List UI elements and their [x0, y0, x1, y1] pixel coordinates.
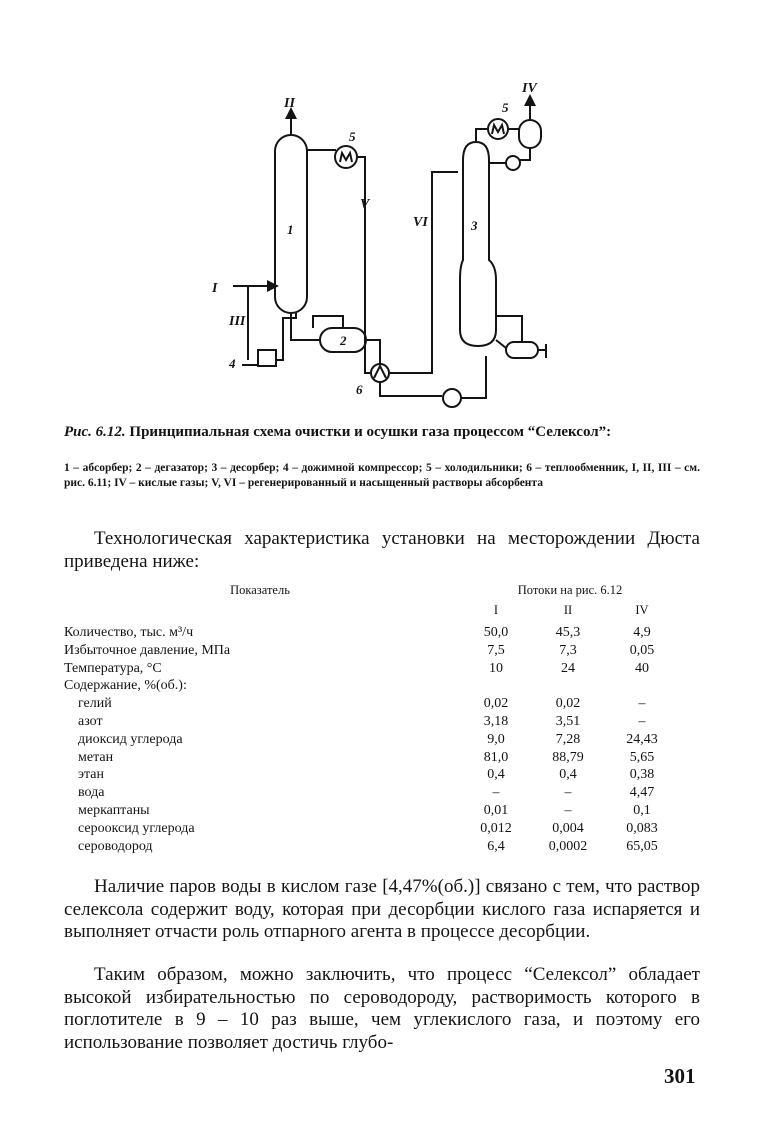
- value-i: 50,0: [483, 625, 509, 640]
- table-row: [64, 766, 704, 784]
- row-name: азот: [78, 713, 103, 729]
- label-stream-v: V: [360, 197, 370, 212]
- value-ii: 0,0002: [548, 838, 588, 854]
- row-name: Содержание, %(об.):: [64, 678, 187, 694]
- table-row: [64, 731, 704, 749]
- value-ii: 0,02: [555, 696, 581, 712]
- value-i: 9,0: [487, 731, 505, 747]
- table-row: [64, 624, 704, 642]
- value-ii: 7,28: [555, 731, 581, 747]
- table-row: [64, 838, 704, 856]
- value-iv: 4,47: [629, 785, 655, 801]
- value-i: –: [492, 785, 500, 801]
- cooler-top-right: [488, 119, 508, 139]
- table-row: [64, 713, 704, 731]
- row-name: гелий: [78, 696, 112, 712]
- table-header-parameter: Показатель: [230, 583, 290, 597]
- body-paragraph-1: Наличие паров воды в кислом газе [4,47%(об.)] связано с тем, что раствор селексола содержит воду, которая при десорбции кислого газа испаряется и выполняет отчасти роль отпарного агента в процессе десорбции.: [64, 876, 700, 942]
- table-row: [64, 677, 704, 695]
- label-cooler-b: 5: [502, 100, 509, 115]
- row-name: меркаптаны: [78, 802, 150, 818]
- stream-vi-line: [389, 172, 458, 373]
- label-degasser: 2: [340, 333, 347, 348]
- value-ii: 88,79: [552, 749, 584, 765]
- value-i: 0,4: [487, 767, 505, 783]
- table-row: [64, 695, 704, 713]
- compressor: [258, 350, 276, 366]
- value-i: 3,18: [483, 713, 509, 729]
- row-name: серооксид углерода: [78, 820, 195, 836]
- label-cooler-a: 5: [349, 129, 356, 144]
- label-stream-i: I: [212, 281, 218, 296]
- row-name: сероводород: [78, 838, 153, 854]
- value-i: 0,012: [480, 820, 512, 836]
- value-iv: 0,083: [626, 820, 658, 836]
- value-i: 81,0: [483, 749, 509, 765]
- value-iv: 0,1: [633, 802, 651, 818]
- label-stream-vi: VI: [413, 215, 428, 230]
- table-row: [64, 784, 704, 802]
- table-row: [64, 749, 704, 767]
- label-stream-ii: II: [284, 96, 295, 111]
- value-i: 6,4: [487, 838, 505, 854]
- value-ii: 0,004: [552, 820, 584, 836]
- pump-bottom: [443, 389, 461, 407]
- reflux-drum: [519, 120, 541, 148]
- table-row: [64, 802, 704, 820]
- column-header-i: I: [493, 603, 499, 617]
- value-iv: 0,05: [629, 642, 655, 658]
- value-ii: –: [564, 802, 572, 818]
- value-ii: 0,4: [559, 767, 577, 783]
- value-ii: 24: [561, 660, 575, 676]
- value-iv: 5,65: [629, 749, 655, 765]
- value-iv: 0,38: [629, 767, 655, 783]
- value-iv: 4,9: [633, 625, 651, 640]
- figure-caption: [64, 423, 700, 441]
- label-compressor: 4: [229, 356, 236, 371]
- row-name: метан: [78, 749, 114, 765]
- value-iv: –: [638, 713, 646, 729]
- label-heat-exchanger: 6: [356, 382, 363, 397]
- caption-title: Принципиальная схема очистки и осушки газа процессом “Селексол”:: [129, 424, 612, 440]
- body-paragraph-2: Таким образом, можно заключить, что процесс “Селексол” обладает высокой избирательностью по сероводороду, растворимость которого в поглотителе в 9 – 10 раз выше, чем углекислого газа, и поэтому его использование позволяет достичь глубо-: [64, 964, 700, 1053]
- page-number: 301: [664, 1064, 696, 1088]
- label-absorber: 1: [287, 222, 294, 237]
- label-stream-iii: III: [229, 314, 246, 329]
- row-name: вода: [78, 785, 105, 801]
- row-name: Количество, тыс. м³/ч: [64, 625, 194, 640]
- process-flow-diagram: [0, 0, 764, 420]
- pump-top: [506, 156, 520, 170]
- cooler-top-left: [335, 146, 357, 168]
- table-row: [64, 660, 704, 678]
- value-ii: 7,3: [559, 642, 577, 658]
- row-name: Температура, °С: [64, 660, 162, 676]
- diagram-svg: [0, 0, 764, 420]
- figure-legend: 1 – абсорбер; 2 – дегазатор; 3 – десорбер; 4 – дожимной компрессор; 5 – холодильники; 6 – теплообменник, I, II, III – см. рис. 6.11; IV – кислые газы; V, VI – регенерированный и насыщенный растворы абсорбента: [64, 462, 700, 489]
- row-name: этан: [78, 767, 105, 783]
- value-i: 10: [489, 660, 503, 676]
- caption-head: Рис. 6.12.: [64, 424, 126, 440]
- value-i: 0,01: [483, 802, 509, 818]
- column-header-ii: II: [563, 603, 573, 617]
- value-i: 0,02: [483, 696, 509, 712]
- value-ii: 45,3: [555, 625, 581, 640]
- value-iv: 65,05: [626, 838, 658, 854]
- row-name: Избыточное давление, МПа: [64, 642, 231, 658]
- value-ii: 3,51: [555, 713, 581, 729]
- label-desorber: 3: [471, 218, 478, 233]
- characteristics-table: [64, 624, 704, 855]
- value-i: 7,5: [487, 642, 505, 658]
- value-iv: 40: [635, 660, 649, 676]
- value-ii: –: [564, 785, 572, 801]
- reboiler: [506, 342, 538, 358]
- value-iv: 24,43: [626, 731, 658, 747]
- table-header-flows: Потоки на рис. 6.12: [517, 583, 623, 597]
- table-row: [64, 642, 704, 660]
- intro-paragraph: Технологическая характеристика установки на месторождении Дюста приведена ниже:: [64, 528, 700, 572]
- table-row: [64, 820, 704, 838]
- label-stream-iv: IV: [522, 81, 537, 96]
- column-header-iv: IV: [635, 603, 649, 617]
- desorber-column: [460, 142, 496, 346]
- row-name: диоксид углерода: [78, 731, 183, 747]
- value-iv: –: [638, 696, 646, 712]
